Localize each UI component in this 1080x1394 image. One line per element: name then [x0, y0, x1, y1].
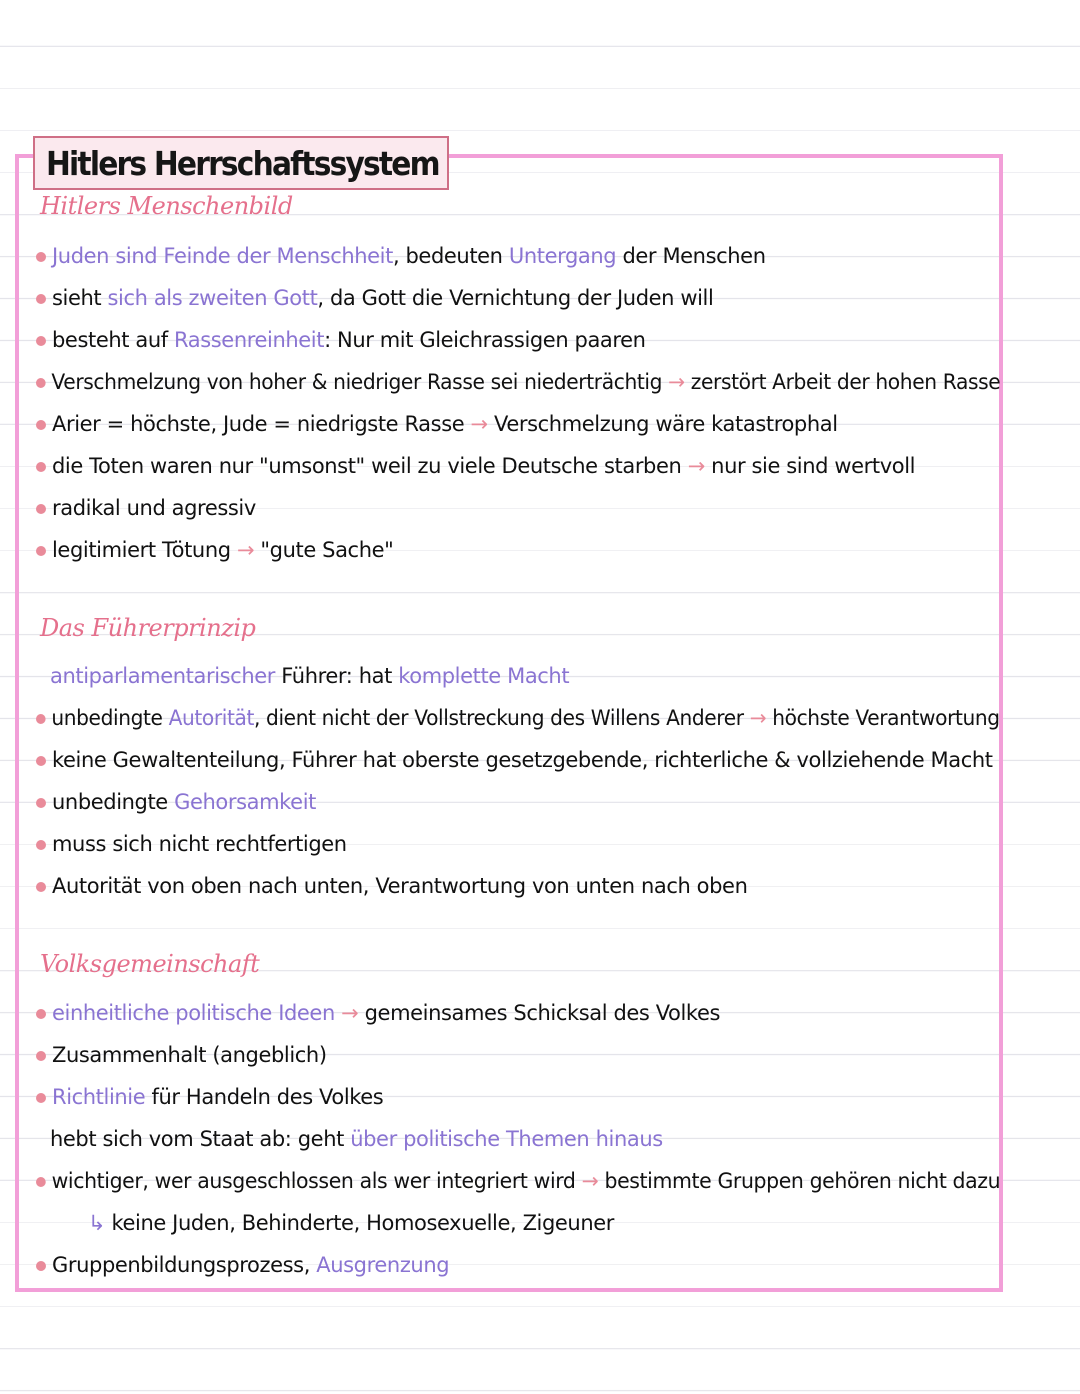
note-text: zerstört Arbeit der hohen Rasse [684, 370, 1001, 394]
note-line [36, 535, 393, 565]
page-title: Hitlers Herrschaftssystem [46, 143, 439, 183]
note-line [36, 871, 747, 901]
note-line [36, 325, 646, 355]
note-text: Autorität von oben nach unten, Verantwortung von unten nach oben [52, 874, 748, 898]
note-line [36, 787, 316, 817]
note-line [36, 1082, 383, 1112]
bullet-dot [36, 1261, 46, 1271]
highlighted-text: Gehorsamkeit [174, 790, 316, 814]
note-line [36, 241, 766, 271]
arrow-icon: → [334, 1001, 365, 1025]
note-line [36, 829, 347, 859]
note-line [36, 1250, 449, 1280]
note-text: keine Juden, Behinderte, Homosexuelle, Zigeuner [105, 1211, 615, 1235]
note-text: nur sie sind wertvoll [704, 454, 916, 478]
note-text: die Toten waren nur "umsonst" weil zu viele Deutsche starben [52, 454, 688, 478]
bullet-dot [36, 252, 46, 262]
bullet-dot [36, 1009, 46, 1019]
bullet-dot [36, 1093, 46, 1103]
note-text: Verschmelzung wäre katastrophal [487, 412, 838, 436]
section-heading: Volksgemeinschaft [40, 950, 260, 978]
arrow-icon: → [687, 454, 705, 478]
arrow-icon: → [236, 538, 255, 562]
note-text: "gute Sache" [254, 538, 394, 562]
arrow-icon: → [668, 370, 685, 394]
bullet-dot [36, 1051, 46, 1061]
note-text: unbedingte [52, 790, 175, 814]
arrow-icon: → [581, 1169, 599, 1193]
bullet-dot [36, 798, 46, 808]
note-line [36, 703, 1000, 733]
note-line [36, 1040, 327, 1070]
note-text: gemeinsames Schicksal des Volkes [364, 1001, 721, 1025]
highlighted-text: Richtlinie [52, 1085, 146, 1109]
section-heading: Das Führerprinzip [40, 614, 256, 642]
bullet-dot [36, 756, 46, 766]
note-text: keine Gewaltenteilung, Führer hat oberste gesetzgebende, richterliche & vollziehende Macht [52, 748, 993, 772]
arrow-icon: → [749, 706, 767, 730]
note-line [36, 1166, 1000, 1196]
bullet-dot [36, 294, 46, 304]
highlighted-text: Autorität [168, 706, 254, 730]
highlighted-text: antiparlamentarischer [50, 664, 275, 688]
note-text: wichtiger, wer ausgeschlossen als wer integriert wird [51, 1169, 582, 1193]
note-text: Arier = höchste, Jude = niedrigste Rasse [52, 412, 471, 436]
note-line [36, 367, 1000, 397]
note-text: besteht auf [52, 328, 175, 352]
highlighted-text: Untergang [508, 244, 617, 268]
bullet-dot [36, 504, 46, 514]
bullet-dot [36, 546, 46, 556]
note-text: hebt sich vom Staat ab: geht [50, 1127, 351, 1151]
bullet-dot [36, 714, 46, 724]
highlighted-text: Ausgrenzung [316, 1253, 450, 1277]
note-text: muss sich nicht rechtfertigen [52, 832, 347, 856]
note-line [36, 745, 993, 775]
highlighted-text: Rassenreinheit [174, 328, 325, 352]
note-text: : Nur mit Gleichrassigen paaren [324, 328, 646, 352]
note-line [50, 661, 569, 691]
bullet-dot [36, 840, 46, 850]
bullet-dot [36, 336, 46, 346]
note-line [36, 409, 838, 439]
note-line [36, 998, 720, 1028]
highlighted-text: einheitliche politische Ideen [52, 1001, 335, 1025]
note-text: höchste Verantwortung [766, 706, 1000, 730]
arrow-icon: → [470, 412, 488, 436]
note-text: Zusammenhalt (angeblich) [52, 1043, 327, 1067]
highlighted-text: über politische Themen hinaus [350, 1127, 663, 1151]
note-text: , bedeuten [392, 244, 509, 268]
return-arrow-icon: ↳ [88, 1211, 106, 1235]
note-line [88, 1208, 614, 1238]
note-text: der Menschen [616, 244, 766, 268]
note-text: Gruppenbildungsprozess, [52, 1253, 317, 1277]
note-line [36, 493, 256, 523]
highlighted-text: Juden sind Feinde der Menschheit [52, 244, 393, 268]
bullet-dot [36, 420, 46, 430]
bullet-dot [36, 1177, 46, 1187]
note-text: bestimmte Gruppen gehören nicht dazu [598, 1169, 1001, 1193]
bullet-dot [36, 378, 46, 388]
note-text: , dient nicht der Vollstreckung des Willens Anderer [253, 706, 750, 730]
note-text: radikal und agressiv [52, 496, 256, 520]
note-text: , da Gott die Vernichtung der Juden will [317, 286, 714, 310]
note-line [50, 1124, 663, 1154]
note-text: Verschmelzung von hoher & niedriger Rasse sei niederträchtig [51, 370, 669, 394]
note-text: für Handeln des Volkes [145, 1085, 384, 1109]
note-text: sieht [52, 286, 108, 310]
note-line [36, 283, 713, 313]
note-text: unbedingte [51, 706, 169, 730]
highlighted-text: komplette Macht [398, 664, 570, 688]
title-box [33, 136, 449, 190]
bullet-dot [36, 882, 46, 892]
section-heading: Hitlers Menschenbild [40, 192, 293, 220]
bullet-dot [36, 462, 46, 472]
note-line [36, 451, 915, 481]
note-text: Führer: hat [275, 664, 399, 688]
note-text: legitimiert Tötung [52, 538, 237, 562]
highlighted-text: sich als zweiten Gott [107, 286, 318, 310]
